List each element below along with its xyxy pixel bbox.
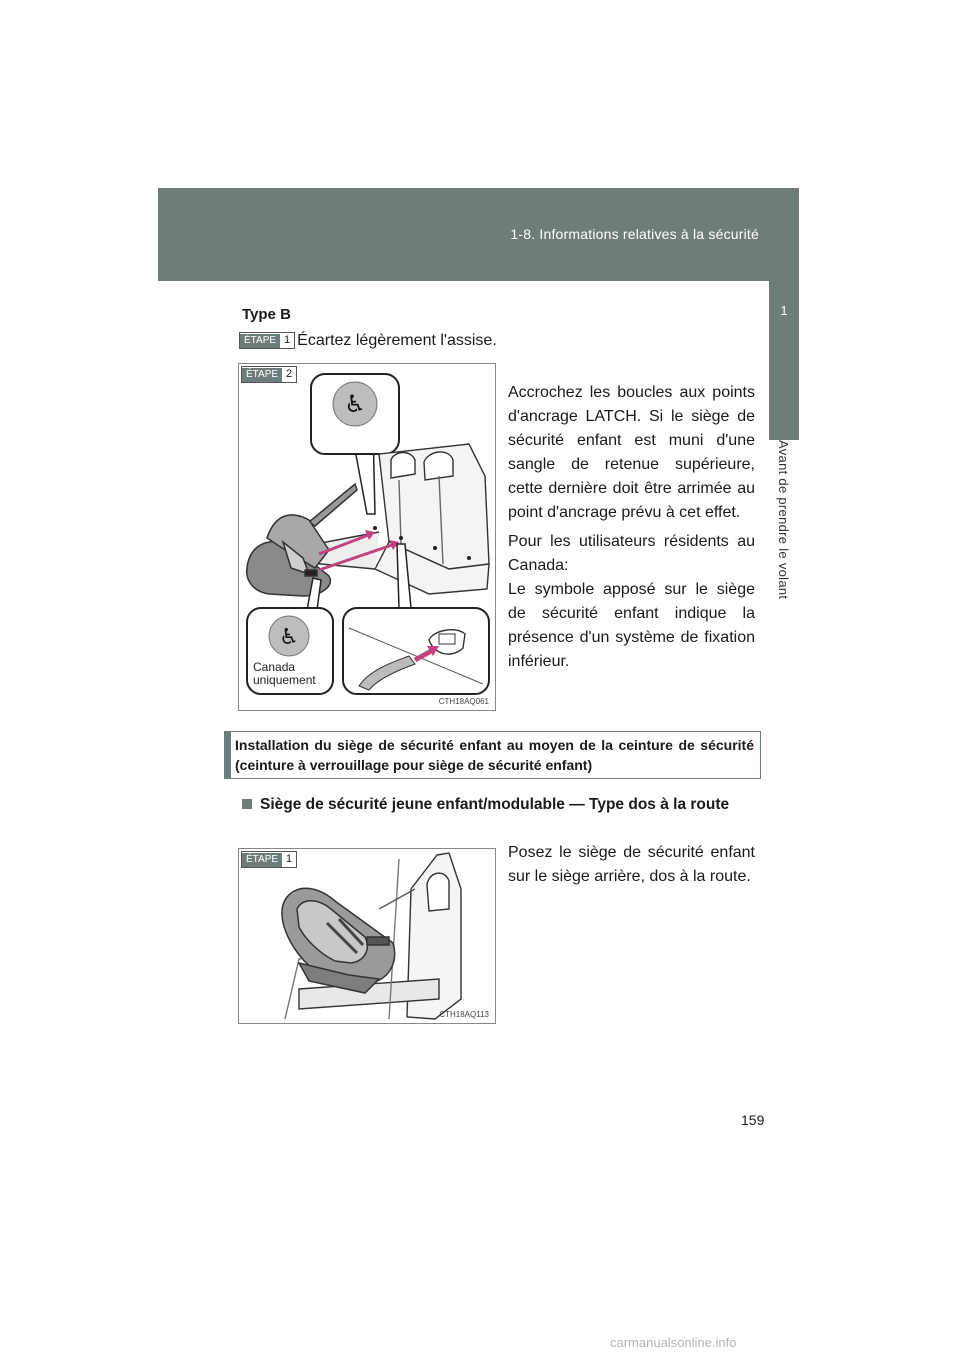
rear-facing-illustration: [239, 849, 495, 1023]
section-heading: Installation du siège de sécurité enfant au moyen de la ceinture de sécurité (ceinture à verrouillage pour siège de sécurité enfant): [235, 737, 754, 773]
canada-only-label: Canada uniquement: [253, 660, 316, 687]
step-badge: ÉTAPE 1: [241, 851, 297, 868]
step-badge: ÉTAPE 1: [239, 332, 295, 349]
svg-text:♿: ♿: [344, 390, 366, 418]
figure-rear-facing-seat: [238, 848, 496, 1024]
step-2-paragraph-1: Accrochez les boucles aux points d'ancrage LATCH. Si le siège de sécurité enfant est muni d'une sangle de retenue supérieure, cette dernière doit être arrimée au point d'ancrage prévu à cet effet.: [508, 384, 755, 521]
figure-latch-anchors: [238, 363, 496, 711]
subheading: Siège de sécurité jeune enfant/modulable — Type dos à la route: [242, 793, 757, 817]
section-heading-bar: [225, 732, 231, 778]
rear-seat-drawing: [299, 444, 489, 594]
chapter-title-vertical: [776, 440, 792, 640]
header-band: [158, 188, 799, 281]
square-bullet-icon: [242, 799, 252, 809]
watermark: carmanualsonline.info: [610, 1335, 737, 1350]
step-badge: ÉTAPE 2: [241, 366, 297, 383]
svg-text:♿: ♿: [279, 625, 299, 650]
section-heading-box: [224, 731, 761, 779]
figure-code: CTH18AQ061: [438, 697, 489, 706]
chapter-title: Avant de prendre le volant: [776, 440, 791, 600]
step-2-paragraph-2: Pour les utilisateurs résidents au Canada: Le symbole apposé sur le siège de sécurité enfant indique la présence d'un système de fixation inférieur.: [508, 533, 755, 670]
rear-facing-step-text: Posez le siège de sécurité enfant sur le siège arrière, dos à la route.: [508, 844, 755, 885]
section-title: 1-8. Informations relatives à la sécurité: [510, 226, 759, 242]
figure-code: CTH18AQ113: [439, 1010, 489, 1019]
latch-illustration: [239, 364, 495, 710]
chapter-tab[interactable]: [769, 188, 799, 440]
step-1-text: Écartez légèrement l'assise.: [297, 332, 497, 349]
page-number: 159: [741, 1112, 765, 1128]
infant-seat-drawing: [282, 888, 395, 993]
step-1-row: [239, 332, 497, 350]
type-heading: Type B: [242, 306, 291, 323]
chapter-number: 1: [780, 303, 788, 318]
